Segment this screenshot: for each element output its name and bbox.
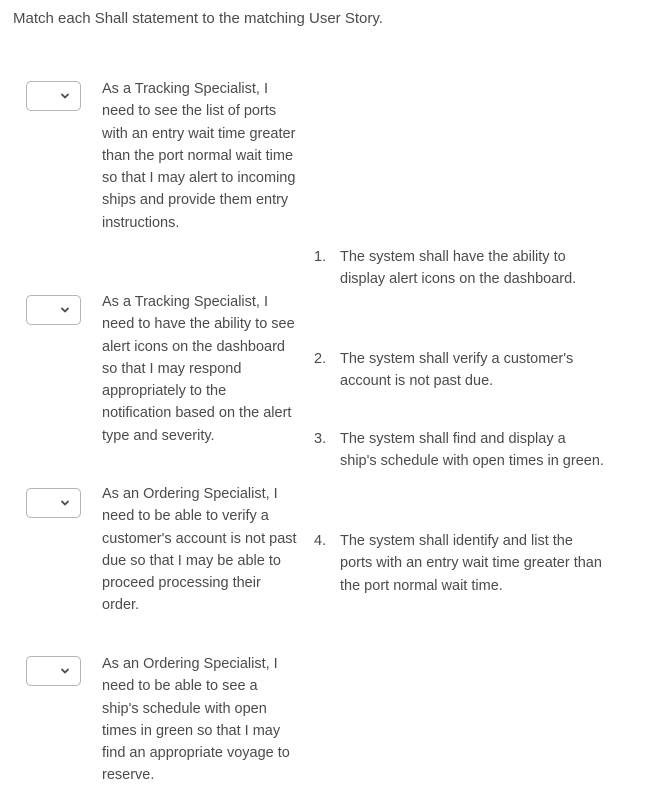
chevron-down-icon [60,666,70,676]
user-story-1: As a Tracking Specialist, I need to see the list of ports with an entry wait time greater than the port normal wait time so that I may alert to incoming ships and provide them entry instructions. [102,81,296,231]
shall-statement-1 [314,246,604,291]
question-prompt: Match each Shall statement to the matching User Story. [13,10,383,27]
chevron-down-icon [60,305,70,315]
user-story-4: As an Ordering Specialist, I need to be able to see a ship's schedule with open times in green so that I may find an appropriate voyage to reserve. [102,656,290,784]
chevron-down-icon [60,91,70,101]
shall-statement-3 [314,428,604,473]
user-story-3: As an Ordering Specialist, I need to be able to verify a customer's account is not past due so that I may be able to proceed processing their order. [102,486,297,614]
statement-number: 3. [314,431,327,447]
statement-text: The system shall have the ability to display alert icons on the dashboard. [340,249,577,288]
shall-statement-4 [314,530,604,597]
statement-number: 4. [314,533,327,549]
statement-number: 2. [314,351,327,367]
match-select-1[interactable] [26,81,81,111]
statement-text: The system shall identify and list the ports with an entry wait time greater than the port normal wait time. [340,533,602,594]
match-select-2[interactable] [26,295,81,325]
shall-statement-2 [314,348,604,393]
statement-number: 1. [314,249,327,265]
chevron-down-icon [60,498,70,508]
statement-text: The system shall find and display a ship's schedule with open times in green. [340,431,604,470]
user-story-2: As a Tracking Specialist, I need to have the ability to see alert icons on the dashboard so that I may respond appropriately to the notification based on the alert type and severity. [102,294,295,444]
match-select-3[interactable] [26,488,81,518]
match-select-4[interactable] [26,656,81,686]
statement-text: The system shall verify a customer's account is not past due. [340,351,574,390]
